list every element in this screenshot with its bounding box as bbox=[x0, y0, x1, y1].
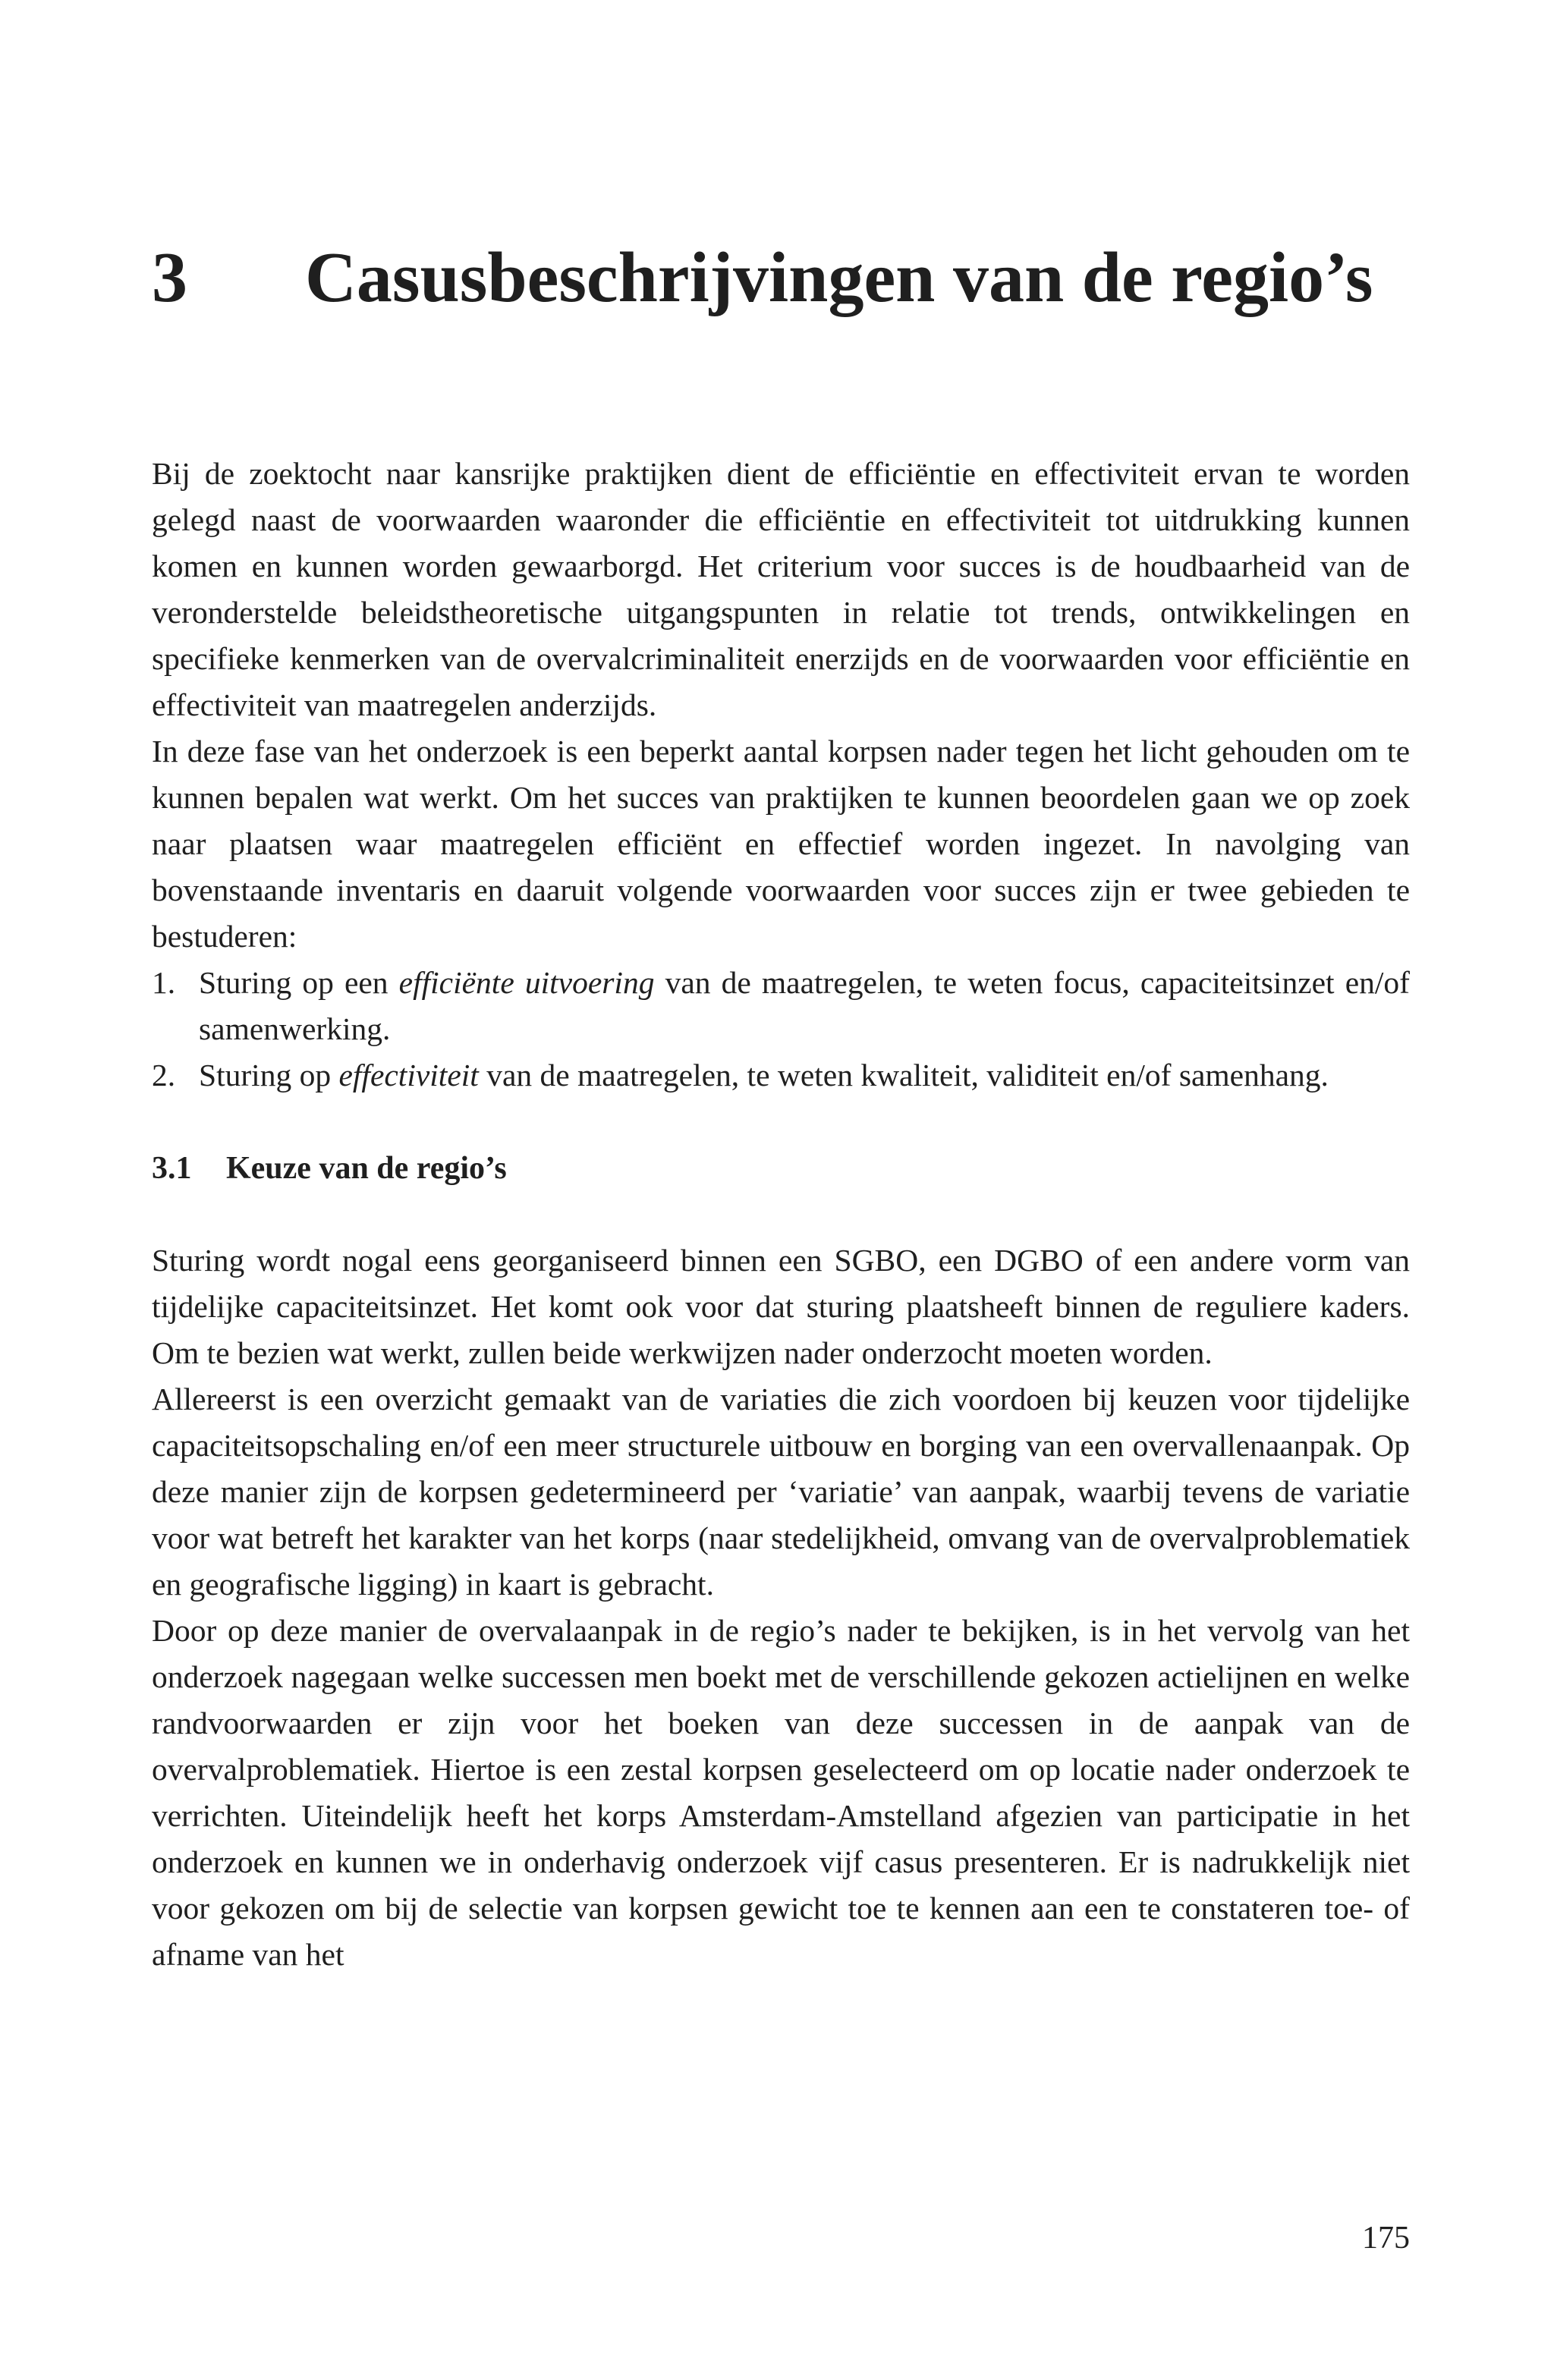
paragraph: In deze fase van het onderzoek is een beperkt aantal korpsen nader tegen het licht gehouden om te kunnen bepalen wat werkt. Om het succes van praktijken te kunnen beoordelen gaan we op zoek naar plaatsen waar maatregelen efficiënt en effectief worden ingezet. In navolging van bovenstaande inventaris en daaruit volgende voorwaarden voor succes zijn er twee gebieden te bestuderen: bbox=[152, 734, 1410, 954]
list-item bbox=[152, 960, 1410, 1052]
page-number: 175 bbox=[1362, 2221, 1410, 2256]
list-item-text-end: van de maatregelen, te weten focus, capaciteitsinzet en/of samenwerking. bbox=[199, 965, 1410, 1046]
paragraph: Bij de zoektocht naar kansrijke praktijken dient de efficiëntie en effectiviteit ervan te worden gelegd naast de voorwaarden waaronder die efficiëntie en effectiviteit tot uitdrukking kunnen komen en kunnen worden gewaarborgd. Het criterium voor succes is de houdbaarheid van de veronderstelde beleidstheoretische uitgangspunten in relatie tot trends, ontwikkelingen en specifieke kenmerken van de overvalcriminaliteit enerzijds en de voorwaarden voor efficiëntie en effectiviteit van maatregelen anderzijds. bbox=[152, 456, 1410, 722]
section-heading bbox=[152, 1146, 1410, 1192]
paragraph: Door op deze manier de overvalaanpak in de regio’s nader te bekijken, is in het vervolg van het onderzoek nagegaan welke successen men boekt met de verschillende gekozen actielijnen en welke randvoorwaarden er zijn voor het boeken van deze successen in de aanpak van de overvalproblematiek. Hiertoe is een zestal korpsen geselecteerd om op locatie nader onderzoek te verrichten. Uiteindelijk heeft het korps Amsterdam-Amstelland afgezien van participatie in het onderzoek en kunnen we in onderhavig onderzoek vijf casus presenteren. Er is nadrukkelijk niet voor gekozen om bij de selectie van korpsen gewicht toe te kennen aan een te constateren toe- of afname van het bbox=[152, 1613, 1410, 1972]
list-item-text-end: van de maatregelen, te weten kwaliteit, validiteit en/of samenhang. bbox=[478, 1058, 1329, 1093]
numbered-list bbox=[152, 960, 1410, 1099]
chapter-number: 3 bbox=[152, 237, 187, 317]
list-item-number: 1. bbox=[152, 965, 176, 1000]
paragraph: Sturing wordt nogal eens georganiseerd binnen een SGBO, een DGBO of een andere vorm van tijdelijke capaciteitsinzet. Het komt ook voor dat sturing plaatsheeft binnen de reguliere kaders. Om te bezien wat werkt, zullen beide werkwijzen nader onderzocht moeten worden. bbox=[152, 1243, 1410, 1370]
list-item-emphasis: effectiviteit bbox=[338, 1058, 479, 1093]
list-item-emphasis: efficiënte uitvoering bbox=[398, 965, 655, 1000]
section-title: Keuze van de regio’s bbox=[226, 1151, 507, 1186]
body-text bbox=[152, 451, 1410, 1978]
chapter-title: Casusbeschrijvingen van de regio’s bbox=[305, 237, 1373, 317]
list-item-text-start: Sturing op bbox=[199, 1058, 339, 1093]
chapter-heading bbox=[152, 236, 1410, 319]
list-item-number: 2. bbox=[152, 1058, 176, 1093]
book-page bbox=[152, 0, 1410, 2380]
list-item-text-start: Sturing op een bbox=[199, 965, 399, 1000]
list-item bbox=[152, 1052, 1410, 1099]
section-number: 3.1 bbox=[152, 1151, 192, 1186]
paragraph: Allereerst is een overzicht gemaakt van de variaties die zich voordoen bij keuzen voor tijdelijke capaciteitsopschaling en/of een meer structurele uitbouw en borging van een overvallenaanpak. Op deze manier zijn de korpsen gedetermineerd per ‘variatie’ van aanpak, waarbij tevens de variatie voor wat betreft het karakter van het korps (naar stedelijkheid, omvang van de overvalproblematiek en geografische ligging) in kaart is gebracht. bbox=[152, 1382, 1410, 1602]
